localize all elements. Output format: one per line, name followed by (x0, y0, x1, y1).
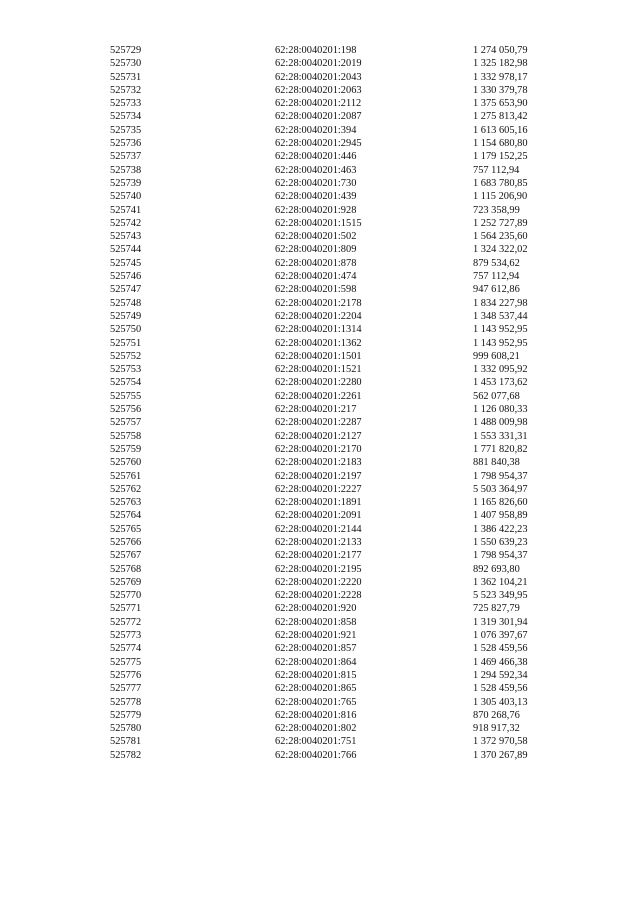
cadastral-number-cell: 62:28:0040201:2170 (275, 443, 362, 455)
cadastral-value-cell: 757 112,94 (473, 164, 520, 176)
cadastral-number-cell: 62:28:0040201:2287 (275, 417, 362, 429)
table-row (110, 430, 563, 443)
cadastral-value-cell: 1 330 379,78 (473, 84, 528, 96)
cadastral-number-cell: 62:28:0040201:865 (275, 683, 357, 695)
cadastral-number-cell: 62:28:0040201:1314 (275, 324, 362, 336)
row-number-cell: 525747 (110, 284, 142, 296)
cadastral-value-cell: 1 305 403,13 (473, 696, 528, 708)
row-number-cell: 525775 (110, 656, 142, 668)
cadastral-number-cell: 62:28:0040201:2227 (275, 483, 362, 495)
table-row (110, 283, 563, 296)
row-number-cell: 525738 (110, 164, 142, 176)
row-number-cell: 525776 (110, 669, 142, 681)
table-row (110, 656, 563, 669)
cadastral-number-cell: 62:28:0040201:2063 (275, 84, 362, 96)
cadastral-value-cell: 1 798 954,37 (473, 470, 528, 482)
cadastral-number-cell: 62:28:0040201:2261 (275, 390, 362, 402)
row-number-cell: 525760 (110, 457, 142, 469)
table-row (110, 124, 563, 137)
table-row (110, 589, 563, 602)
row-number-cell: 525739 (110, 177, 142, 189)
cadastral-number-cell: 62:28:0040201:2144 (275, 523, 362, 535)
cadastral-value-table (110, 44, 563, 762)
row-number-cell: 525772 (110, 616, 142, 628)
cadastral-number-cell: 62:28:0040201:463 (275, 164, 357, 176)
cadastral-number-cell: 62:28:0040201:858 (275, 616, 357, 628)
cadastral-number-cell: 62:28:0040201:446 (275, 151, 357, 163)
table-row (110, 310, 563, 323)
cadastral-number-cell: 62:28:0040201:2091 (275, 510, 362, 522)
cadastral-value-cell: 5 523 349,95 (473, 590, 528, 602)
cadastral-number-cell: 62:28:0040201:598 (275, 284, 357, 296)
row-number-cell: 525732 (110, 84, 142, 96)
cadastral-number-cell: 62:28:0040201:730 (275, 177, 357, 189)
table-row (110, 456, 563, 469)
row-number-cell: 525771 (110, 603, 142, 615)
row-number-cell: 525761 (110, 470, 142, 482)
table-row (110, 443, 563, 456)
cadastral-value-cell: 999 608,21 (473, 350, 520, 362)
row-number-cell: 525782 (110, 749, 142, 761)
table-row (110, 57, 563, 70)
row-number-cell: 525769 (110, 576, 142, 588)
table-row (110, 629, 563, 642)
table-row (110, 71, 563, 84)
cadastral-value-cell: 870 268,76 (473, 709, 520, 721)
cadastral-number-cell: 62:28:0040201:2127 (275, 430, 362, 442)
table-row (110, 164, 563, 177)
cadastral-value-cell: 1 375 653,90 (473, 98, 528, 110)
row-number-cell: 525745 (110, 257, 142, 269)
cadastral-value-cell: 1 834 227,98 (473, 297, 528, 309)
table-row (110, 297, 563, 310)
row-number-cell: 525740 (110, 191, 142, 203)
row-number-cell: 525766 (110, 536, 142, 548)
table-row (110, 137, 563, 150)
cadastral-value-cell: 1 550 639,23 (473, 536, 528, 548)
cadastral-number-cell: 62:28:0040201:2228 (275, 590, 362, 602)
cadastral-value-cell: 1 453 173,62 (473, 377, 528, 389)
row-number-cell: 525753 (110, 364, 142, 376)
cadastral-number-cell: 62:28:0040201:2195 (275, 563, 362, 575)
cadastral-number-cell: 62:28:0040201:2178 (275, 297, 362, 309)
table-row (110, 536, 563, 549)
table-row (110, 150, 563, 163)
table-row (110, 602, 563, 615)
cadastral-value-cell: 723 358,99 (473, 204, 520, 216)
row-number-cell: 525777 (110, 683, 142, 695)
cadastral-value-cell: 1 528 459,56 (473, 683, 528, 695)
cadastral-number-cell: 62:28:0040201:1501 (275, 350, 362, 362)
cadastral-value-cell: 5 503 364,97 (473, 483, 528, 495)
row-number-cell: 525748 (110, 297, 142, 309)
table-row (110, 616, 563, 629)
table-row (110, 549, 563, 562)
row-number-cell: 525773 (110, 630, 142, 642)
table-row (110, 523, 563, 536)
row-number-cell: 525758 (110, 430, 142, 442)
row-number-cell: 525779 (110, 709, 142, 721)
cadastral-number-cell: 62:28:0040201:802 (275, 723, 357, 735)
table-row (110, 257, 563, 270)
cadastral-number-cell: 62:28:0040201:394 (275, 124, 357, 136)
cadastral-number-cell: 62:28:0040201:1521 (275, 364, 362, 376)
table-row (110, 722, 563, 735)
cadastral-value-cell: 1 154 680,80 (473, 138, 528, 150)
cadastral-number-cell: 62:28:0040201:2019 (275, 58, 362, 70)
cadastral-value-cell: 562 077,68 (473, 390, 520, 402)
row-number-cell: 525754 (110, 377, 142, 389)
table-row (110, 270, 563, 283)
table-row (110, 470, 563, 483)
row-number-cell: 525742 (110, 217, 142, 229)
cadastral-value-cell: 1 553 331,31 (473, 430, 528, 442)
cadastral-value-cell: 1 488 009,98 (473, 417, 528, 429)
row-number-cell: 525781 (110, 736, 142, 748)
table-row (110, 682, 563, 695)
row-number-cell: 525752 (110, 350, 142, 362)
row-number-cell: 525733 (110, 98, 142, 110)
cadastral-value-cell: 1 362 104,21 (473, 576, 528, 588)
row-number-cell: 525741 (110, 204, 142, 216)
cadastral-number-cell: 62:28:0040201:920 (275, 603, 357, 615)
row-number-cell: 525729 (110, 45, 142, 56)
row-number-cell: 525730 (110, 58, 142, 70)
cadastral-number-cell: 62:28:0040201:2043 (275, 71, 362, 83)
cadastral-number-cell: 62:28:0040201:198 (275, 45, 357, 56)
cadastral-value-cell: 1 324 322,02 (473, 244, 528, 256)
table-row (110, 496, 563, 509)
cadastral-value-cell: 1 252 727,89 (473, 217, 528, 229)
row-number-cell: 525759 (110, 443, 142, 455)
cadastral-number-cell: 62:28:0040201:2197 (275, 470, 362, 482)
cadastral-value-cell: 1 564 235,60 (473, 231, 528, 243)
cadastral-value-cell: 1 771 820,82 (473, 443, 528, 455)
cadastral-number-cell: 62:28:0040201:1515 (275, 217, 362, 229)
table-body (110, 44, 563, 762)
cadastral-value-cell: 1 528 459,56 (473, 643, 528, 655)
row-number-cell: 525780 (110, 723, 142, 735)
row-number-cell: 525743 (110, 231, 142, 243)
row-number-cell: 525763 (110, 497, 142, 509)
table-row (110, 642, 563, 655)
table-row (110, 376, 563, 389)
cadastral-value-cell: 757 112,94 (473, 271, 520, 283)
cadastral-number-cell: 62:28:0040201:2087 (275, 111, 362, 123)
table-row (110, 563, 563, 576)
table-row (110, 323, 563, 336)
cadastral-value-cell: 1 143 952,95 (473, 337, 528, 349)
row-number-cell: 525734 (110, 111, 142, 123)
cadastral-value-cell: 1 798 954,37 (473, 550, 528, 562)
row-number-cell: 525750 (110, 324, 142, 336)
cadastral-value-cell: 1 319 301,94 (473, 616, 528, 628)
row-number-cell: 525756 (110, 404, 142, 416)
cadastral-number-cell: 62:28:0040201:439 (275, 191, 357, 203)
cadastral-value-cell: 1 294 592,34 (473, 669, 528, 681)
table-row (110, 44, 563, 57)
cadastral-number-cell: 62:28:0040201:2112 (275, 98, 362, 110)
row-number-cell: 525764 (110, 510, 142, 522)
cadastral-number-cell: 62:28:0040201:2280 (275, 377, 362, 389)
cadastral-number-cell: 62:28:0040201:815 (275, 669, 357, 681)
row-number-cell: 525737 (110, 151, 142, 163)
row-number-cell: 525778 (110, 696, 142, 708)
cadastral-value-cell: 1 332 095,92 (473, 364, 528, 376)
table-row (110, 696, 563, 709)
table-row (110, 403, 563, 416)
cadastral-number-cell: 62:28:0040201:864 (275, 656, 357, 668)
cadastral-value-cell: 879 534,62 (473, 257, 520, 269)
table-row (110, 217, 563, 230)
cadastral-number-cell: 62:28:0040201:765 (275, 696, 357, 708)
table-row (110, 230, 563, 243)
table-row (110, 243, 563, 256)
cadastral-value-cell: 725 827,79 (473, 603, 520, 615)
table-row (110, 97, 563, 110)
table-row (110, 350, 563, 363)
row-number-cell: 525757 (110, 417, 142, 429)
table-row (110, 509, 563, 522)
cadastral-number-cell: 62:28:0040201:928 (275, 204, 357, 216)
cadastral-number-cell: 62:28:0040201:1891 (275, 497, 362, 509)
row-number-cell: 525744 (110, 244, 142, 256)
table-row (110, 735, 563, 748)
cadastral-value-cell: 1 348 537,44 (473, 310, 528, 322)
table-row (110, 110, 563, 123)
cadastral-value-cell: 1 274 050,79 (473, 45, 528, 56)
table-row (110, 390, 563, 403)
cadastral-number-cell: 62:28:0040201:921 (275, 630, 357, 642)
cadastral-value-cell: 1 126 080,33 (473, 404, 528, 416)
cadastral-value-cell: 1 143 952,95 (473, 324, 528, 336)
cadastral-value-cell: 947 612,86 (473, 284, 520, 296)
cadastral-value-cell: 1 370 267,89 (473, 749, 528, 761)
table-row (110, 416, 563, 429)
row-number-cell: 525751 (110, 337, 142, 349)
row-number-cell: 525735 (110, 124, 142, 136)
cadastral-number-cell: 62:28:0040201:1362 (275, 337, 362, 349)
cadastral-value-cell: 881 840,38 (473, 457, 520, 469)
row-number-cell: 525765 (110, 523, 142, 535)
cadastral-value-cell: 1 386 422,23 (473, 523, 528, 535)
cadastral-number-cell: 62:28:0040201:766 (275, 749, 357, 761)
cadastral-value-cell: 1 165 826,60 (473, 497, 528, 509)
cadastral-value-cell: 1 115 206,90 (473, 191, 528, 203)
row-number-cell: 525746 (110, 271, 142, 283)
cadastral-value-cell: 1 372 970,58 (473, 736, 528, 748)
table-row (110, 84, 563, 97)
cadastral-value-cell: 1 325 182,98 (473, 58, 528, 70)
table-row (110, 749, 563, 762)
row-number-cell: 525736 (110, 138, 142, 150)
cadastral-number-cell: 62:28:0040201:2220 (275, 576, 362, 588)
cadastral-number-cell: 62:28:0040201:2204 (275, 310, 362, 322)
cadastral-number-cell: 62:28:0040201:2177 (275, 550, 362, 562)
cadastral-number-cell: 62:28:0040201:2133 (275, 536, 362, 548)
cadastral-number-cell: 62:28:0040201:878 (275, 257, 357, 269)
cadastral-number-cell: 62:28:0040201:502 (275, 231, 357, 243)
table-row (110, 576, 563, 589)
table-row (110, 363, 563, 376)
row-number-cell: 525755 (110, 390, 142, 402)
cadastral-value-cell: 892 693,80 (473, 563, 520, 575)
cadastral-number-cell: 62:28:0040201:857 (275, 643, 357, 655)
row-number-cell: 525731 (110, 71, 142, 83)
cadastral-value-cell: 1 275 813,42 (473, 111, 528, 123)
cadastral-value-cell: 1 332 978,17 (473, 71, 528, 83)
cadastral-value-cell: 1 683 780,85 (473, 177, 528, 189)
table-row (110, 177, 563, 190)
cadastral-number-cell: 62:28:0040201:809 (275, 244, 357, 256)
row-number-cell: 525774 (110, 643, 142, 655)
table-row (110, 337, 563, 350)
cadastral-number-cell: 62:28:0040201:217 (275, 404, 357, 416)
table-row (110, 483, 563, 496)
table-row (110, 669, 563, 682)
cadastral-value-cell: 1 076 397,67 (473, 630, 528, 642)
cadastral-number-cell: 62:28:0040201:816 (275, 709, 357, 721)
cadastral-value-cell: 1 469 466,38 (473, 656, 528, 668)
table-row (110, 204, 563, 217)
cadastral-number-cell: 62:28:0040201:751 (275, 736, 357, 748)
row-number-cell: 525767 (110, 550, 142, 562)
cadastral-value-cell: 1 407 958,89 (473, 510, 528, 522)
cadastral-value-cell: 1 179 152,25 (473, 151, 528, 163)
row-number-cell: 525762 (110, 483, 142, 495)
table-row (110, 190, 563, 203)
row-number-cell: 525768 (110, 563, 142, 575)
cadastral-number-cell: 62:28:0040201:474 (275, 271, 357, 283)
cadastral-number-cell: 62:28:0040201:2183 (275, 457, 362, 469)
cadastral-value-cell: 918 917,32 (473, 723, 520, 735)
row-number-cell: 525770 (110, 590, 142, 602)
cadastral-value-cell: 1 613 605,16 (473, 124, 528, 136)
table-row (110, 709, 563, 722)
row-number-cell: 525749 (110, 310, 142, 322)
cadastral-number-cell: 62:28:0040201:2945 (275, 138, 362, 150)
